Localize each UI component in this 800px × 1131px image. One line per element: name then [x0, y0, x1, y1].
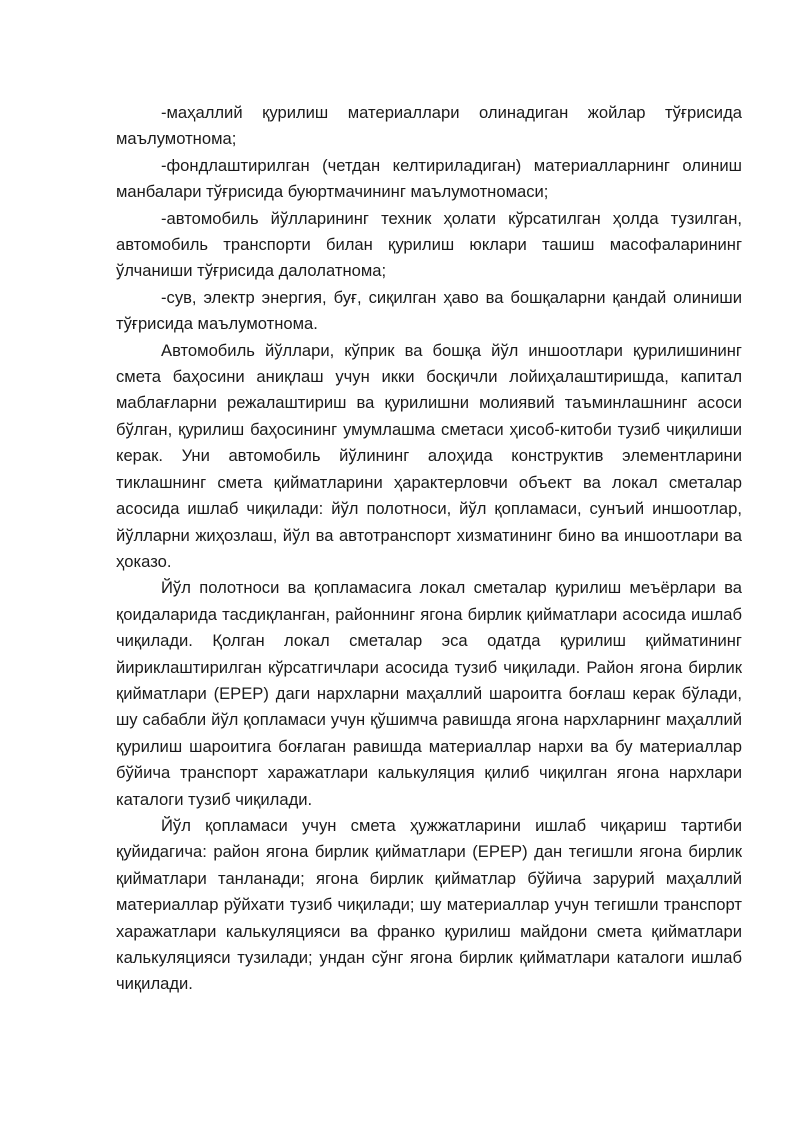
paragraph-estimate-overview: Автомобиль йўллари, кўприк ва бошқа йўл иншоотлари қурилишининг смета баҳосини аниқлаш учун икки босқичли лойиҳалаштиришда, капитал маблағларни режалаштириш ва қурилишни молиявий таъминлашнинг асоси бўлган, қурилиш баҳосининг умумлашма сметаси ҳисоб-китоби тузиб чиқилиши керак. Уни автомобиль йўлининг алоҳида конструктив элементларини тиклашнинг смета қийматларини ҳарактерловчи объект ва локал сметалар асосида ишлаб чиқилади: йўл полотноси, йўл қопламаси, сунъий иншоотлар, йўлларни жиҳозлаш, йўл ва автотранспорт хизматининг бино ва иншоотлари ва ҳоказо.: [116, 340, 742, 571]
paragraph-funded-materials-note: -фондлаштирилган (четдан келтириладиган) материалларнинг олиниш манбалари тўғрисида буюртмачининг маълумотномаси;: [116, 155, 742, 202]
paragraph-road-condition-act: -автомобиль йўлларининг техник ҳолати кўрсатилган ҳолда тузилган, автомобиль транспорти билан қурилиш юклари ташиш масофаларининг ўлчаниши тўғрисида далолатнома;: [116, 208, 742, 281]
document-body: [116, 100, 742, 998]
paragraph-pavement-procedure: Йўл қопламаси учун смета ҳужжатларини ишлаб чиқариш тартиби қуйидагича: район ягона бирлик қийматлари (ЕРЕР) дан тегишли ягона бирлик қийматлари танланади; ягона бирлик қийматлар бўйича зарурий маҳаллий материаллар рўйхати тузиб чиқилади; шу материаллар учун тегишли транспорт харажатлари калькуляцияси ва франко қурилиш майдони смета қийматлари калькуляцияси тузилади; ундан сўнг ягона бирлик қийматлари каталоги ишлаб чиқилади.: [116, 815, 742, 994]
paragraph-local-estimates: Йўл полотноси ва қопламасига локал сметалар қурилиш меъёрлари ва қоидаларида тасдиқланган, районнинг ягона бирлик қийматлари асосида ишлаб чиқилади. Қолган локал сметалар эса одатда қурилиш қийматининг йириклаштирилган кўрсатгичлари асосида тузиб чиқилади. Район ягона бирлик қийматлари (ЕРЕР) даги нархларни маҳаллий шароитга боғлаш керак бўлади, шу сабабли йўл қопламаси учун қўшимча равишда ягона нархларнинг маҳаллий қурилиш шароитига боғлаган равишда материаллар нархи ва бу материаллар бўйича транспорт харажатлари калькуляция қилиб чиқилган ягона нархлари каталоги тузиб чиқилади.: [116, 578, 742, 809]
paragraph-utilities-note: -сув, электр энергия, буғ, сиқилган ҳаво ва бошқаларни қандай олиниши тўғрисида маълумотнома.: [116, 287, 742, 334]
paragraph-local-materials-note: -маҳаллий қурилиш материаллари олинадиган жойлар тўғрисида маълумотнома;: [116, 103, 742, 149]
